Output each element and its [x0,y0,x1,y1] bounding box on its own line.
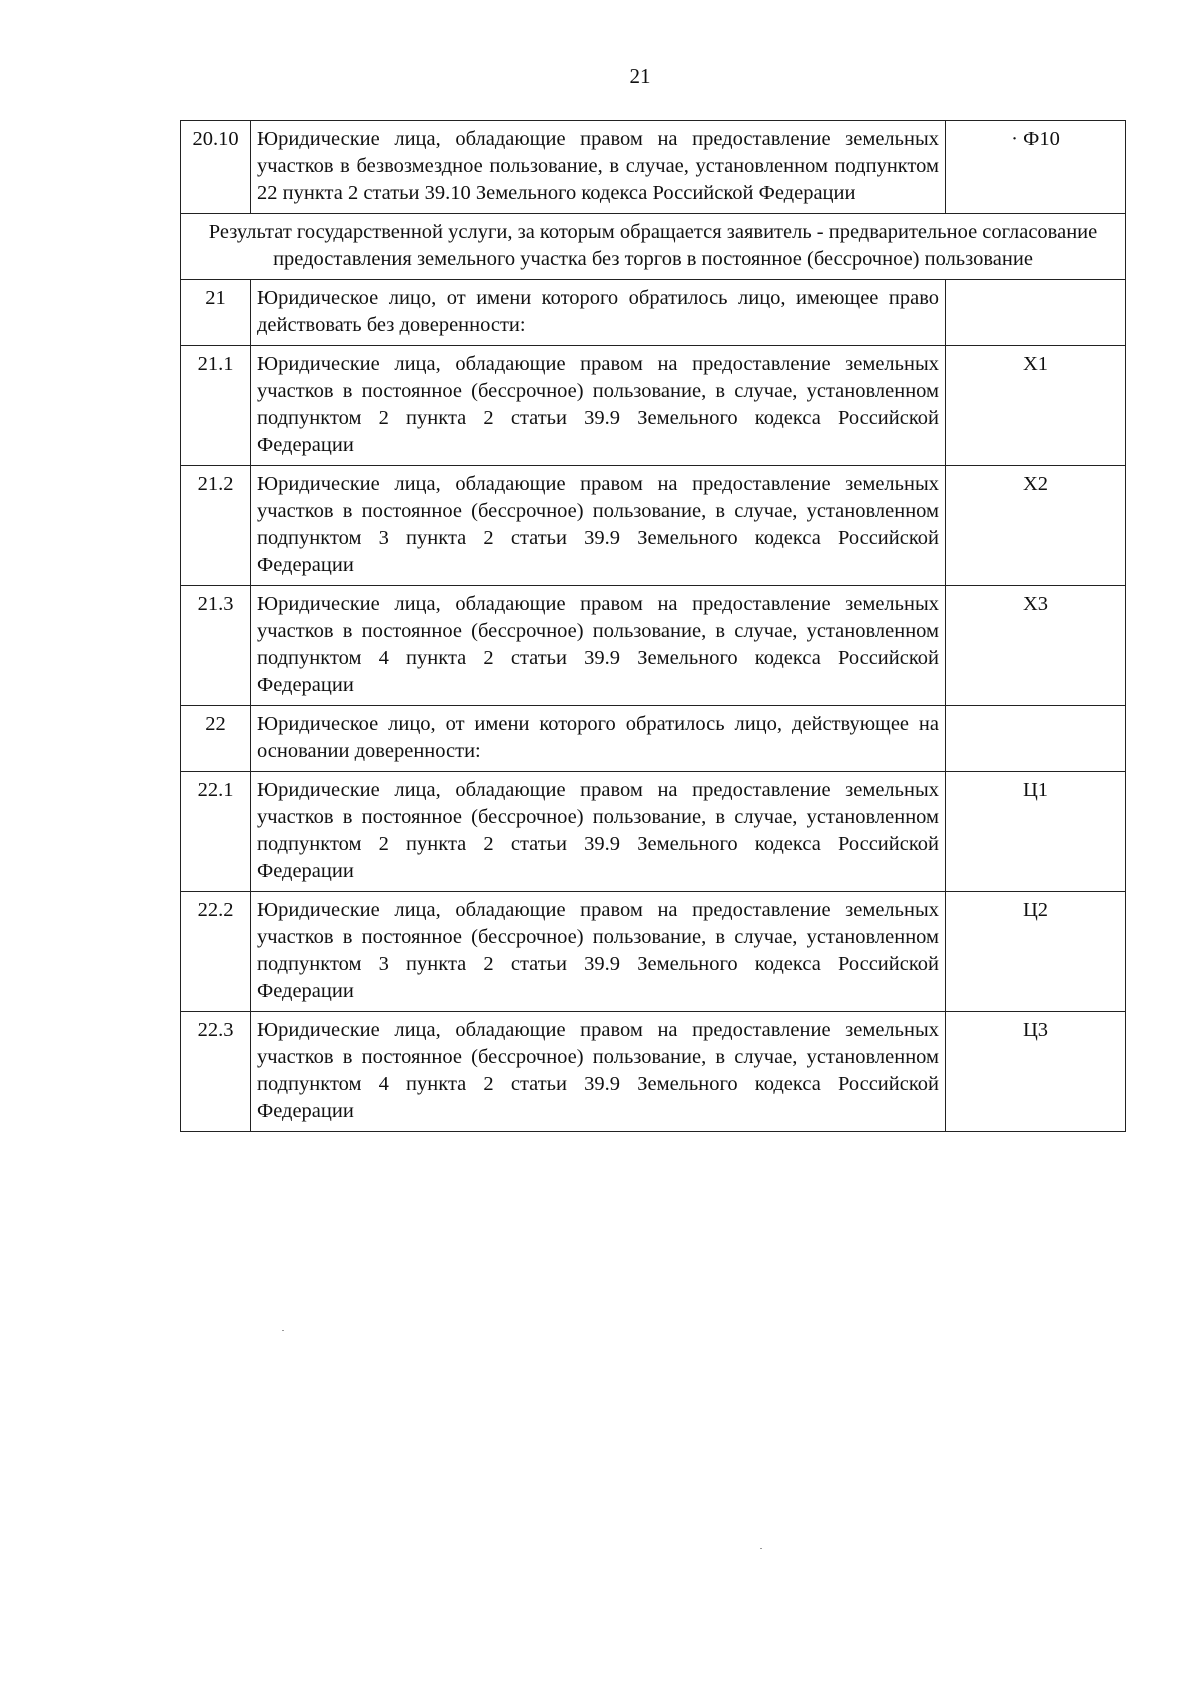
row-description: Юридические лица, обладающие правом на предоставление земельных участков в постоянное (бессрочное) пользование, в случае, установленном подпунктом 2 пункта 2 статьи 39.9 Земельного кодекса Российской Федерации [251,346,946,466]
row-number: 22.3 [181,1012,251,1132]
section-heading: Результат государственной услуги, за которым обращается заявитель - предварительное согласование предоставления земельного участка без торгов в постоянное (бессрочное) пользование [181,214,1126,280]
table-row [181,586,1126,706]
row-number: 21.2 [181,466,251,586]
row-code: Х1 [946,346,1126,466]
table-row [181,466,1126,586]
page-number: 21 [629,64,651,88]
row-code [946,706,1126,772]
row-description: Юридическое лицо, от имени которого обратилось лицо, имеющее право действовать без доверенности: [251,280,946,346]
row-number: 21 [181,280,251,346]
scan-speck [760,1548,762,1549]
row-code: Х3 [946,586,1126,706]
row-code: Ц3 [946,1012,1126,1132]
row-description: Юридические лица, обладающие правом на предоставление земельных участков в постоянное (бессрочное) пользование, в случае, установленном подпунктом 3 пункта 2 статьи 39.9 Земельного кодекса Российской Федерации [251,892,946,1012]
row-code: Ц1 [946,772,1126,892]
table-row [181,772,1126,892]
row-code: Х2 [946,466,1126,586]
row-description: Юридические лица, обладающие правом на предоставление земельных участков в постоянное (бессрочное) пользование, в случае, установленном подпунктом 2 пункта 2 статьи 39.9 Земельного кодекса Российской Федерации [251,772,946,892]
table-row [181,280,1126,346]
document-table [180,120,1126,1132]
table-row [181,892,1126,1012]
row-description: Юридическое лицо, от имени которого обратилось лицо, действующее на основании доверенности: [251,706,946,772]
row-number: 22.1 [181,772,251,892]
table-row [181,121,1126,214]
row-number: 22 [181,706,251,772]
row-number: 21.1 [181,346,251,466]
row-description: Юридические лица, обладающие правом на предоставление земельных участков в постоянное (бессрочное) пользование, в случае, установленном подпунктом 3 пункта 2 статьи 39.9 Земельного кодекса Российской Федерации [251,466,946,586]
scan-speck [282,1330,284,1331]
row-description: Юридические лица, обладающие правом на предоставление земельных участков в постоянное (бессрочное) пользование, в случае, установленном подпунктом 4 пункта 2 статьи 39.9 Земельного кодекса Российской Федерации [251,586,946,706]
row-description: Юридические лица, обладающие правом на предоставление земельных участков в безвозмездное пользование, в случае, установленном подпунктом 22 пункта 2 статьи 39.10 Земельного кодекса Российской Федерации [251,121,946,214]
row-code: · Ф10 [946,121,1126,214]
section-row [181,214,1126,280]
row-description: Юридические лица, обладающие правом на предоставление земельных участков в постоянное (бессрочное) пользование, в случае, установленном подпунктом 4 пункта 2 статьи 39.9 Земельного кодекса Российской Федерации [251,1012,946,1132]
row-number: 21.3 [181,586,251,706]
table-row [181,706,1126,772]
row-code: Ц2 [946,892,1126,1012]
table-row [181,1012,1126,1132]
table-row [181,346,1126,466]
row-number: 20.10 [181,121,251,214]
row-number: 22.2 [181,892,251,1012]
row-code [946,280,1126,346]
